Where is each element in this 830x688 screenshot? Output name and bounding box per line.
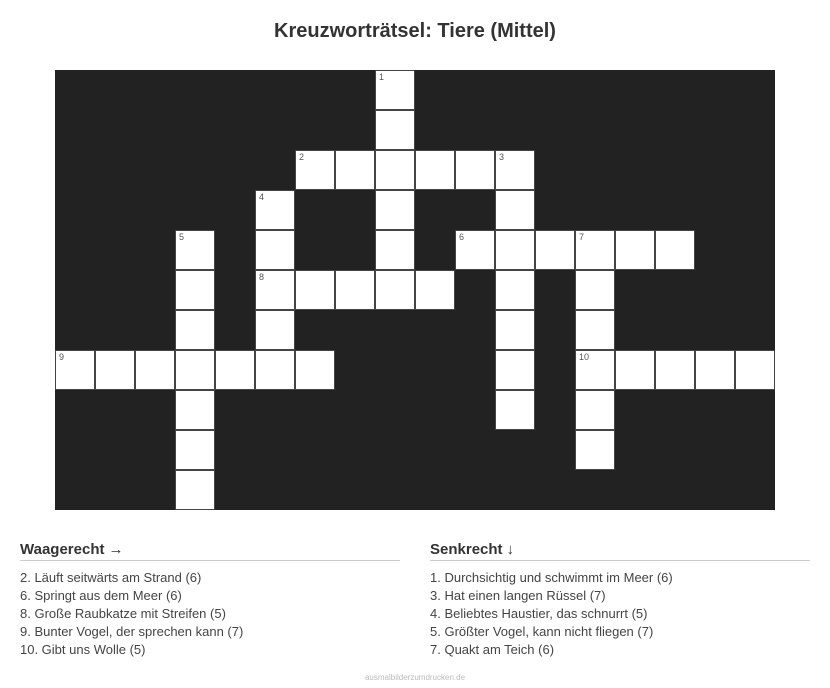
down-clue: 1. Durchsichtig und schwimmt im Meer (6)	[430, 570, 673, 585]
crossword-cell[interactable]	[575, 230, 615, 270]
crossword-cell[interactable]	[495, 190, 535, 230]
down-clue: 7. Quakt am Teich (6)	[430, 642, 555, 657]
clue-number: 7	[579, 232, 585, 242]
crossword-cell[interactable]	[655, 350, 695, 390]
crossword-cell[interactable]	[375, 230, 415, 270]
crossword-cell[interactable]	[415, 270, 455, 310]
arrow-down-icon: ↓	[506, 541, 515, 558]
crossword-cell[interactable]	[495, 230, 535, 270]
crossword-cell[interactable]	[255, 350, 295, 390]
crossword-cell[interactable]	[495, 390, 535, 430]
crossword-cell[interactable]	[735, 350, 775, 390]
crossword-cell[interactable]	[335, 270, 375, 310]
crossword-cell[interactable]	[175, 470, 215, 510]
crossword-cell[interactable]	[55, 350, 95, 390]
crossword-cell[interactable]	[375, 70, 415, 110]
crossword-cell[interactable]	[495, 350, 535, 390]
crossword-cell[interactable]	[295, 350, 335, 390]
down-clues-panel	[430, 541, 810, 659]
page-title: Kreuzworträtsel: Tiere (Mittel)	[274, 20, 556, 42]
crossword-cell[interactable]	[575, 270, 615, 310]
crossword-cell[interactable]	[175, 270, 215, 310]
crossword-cell[interactable]	[655, 230, 695, 270]
crossword-cell[interactable]	[575, 350, 615, 390]
down-heading-label: Senkrecht	[430, 541, 503, 558]
across-clue: 9. Bunter Vogel, der sprechen kann (7)	[20, 624, 244, 639]
crossword-cell[interactable]	[175, 310, 215, 350]
arrow-right-icon: →	[108, 541, 124, 558]
crossword-cell[interactable]	[375, 150, 415, 190]
crossword-cell[interactable]	[575, 310, 615, 350]
crossword-cell[interactable]	[375, 270, 415, 310]
crossword-cell[interactable]	[615, 230, 655, 270]
crossword-cell[interactable]	[175, 430, 215, 470]
clue-number: 2	[299, 152, 305, 162]
down-clue: 3. Hat einen langen Rüssel (7)	[430, 588, 606, 603]
crossword-cell[interactable]	[95, 350, 135, 390]
crossword-cell[interactable]	[495, 310, 535, 350]
across-clue: 6. Springt aus dem Meer (6)	[20, 588, 182, 603]
crossword-cell[interactable]	[175, 350, 215, 390]
crossword-cell[interactable]	[375, 110, 415, 150]
crossword-cell[interactable]	[335, 150, 375, 190]
down-clue: 5. Größter Vogel, kann nicht fliegen (7)	[430, 624, 654, 639]
clue-number: 3	[499, 152, 505, 162]
clue-number: 10	[579, 352, 590, 362]
clue-number: 9	[59, 352, 65, 362]
crossword-cell[interactable]	[135, 350, 175, 390]
crossword-cell[interactable]	[295, 150, 335, 190]
crossword-cell[interactable]	[615, 350, 655, 390]
across-clue: 10. Gibt uns Wolle (5)	[20, 642, 146, 657]
clue-number: 5	[179, 232, 185, 242]
across-heading-label: Waagerecht	[20, 541, 105, 558]
crossword-cell[interactable]	[495, 150, 535, 190]
across-clue: 8. Große Raubkatze mit Streifen (5)	[20, 606, 226, 621]
crossword-cell[interactable]	[575, 430, 615, 470]
down-clue: 4. Beliebtes Haustier, das schnurrt (5)	[430, 606, 648, 621]
crossword-cell[interactable]	[255, 230, 295, 270]
crossword-cell[interactable]	[375, 190, 415, 230]
crossword-grid	[55, 70, 775, 510]
crossword-cell[interactable]	[255, 310, 295, 350]
clue-number: 1	[379, 72, 385, 82]
crossword-cell[interactable]	[495, 270, 535, 310]
across-heading	[20, 541, 400, 561]
crossword-cell[interactable]	[455, 150, 495, 190]
clue-number: 8	[259, 272, 265, 282]
crossword-cell[interactable]	[215, 350, 255, 390]
across-clue: 2. Läuft seitwärts am Strand (6)	[20, 570, 202, 585]
crossword-cell[interactable]	[575, 390, 615, 430]
crossword-cell[interactable]	[695, 350, 735, 390]
down-heading	[430, 541, 810, 561]
crossword-cell[interactable]	[255, 270, 295, 310]
crossword-cell[interactable]	[415, 150, 455, 190]
across-clues-panel	[20, 541, 400, 659]
clue-number: 4	[259, 192, 265, 202]
crossword-cell[interactable]	[535, 230, 575, 270]
footer-credit: ausmalbilderzumdrucken.de	[364, 673, 466, 682]
crossword-cell[interactable]	[295, 270, 335, 310]
crossword-cell[interactable]	[175, 390, 215, 430]
crossword-cell[interactable]	[455, 230, 495, 270]
clue-number: 6	[459, 232, 465, 242]
crossword-cell[interactable]	[175, 230, 215, 270]
crossword-cell[interactable]	[255, 190, 295, 230]
